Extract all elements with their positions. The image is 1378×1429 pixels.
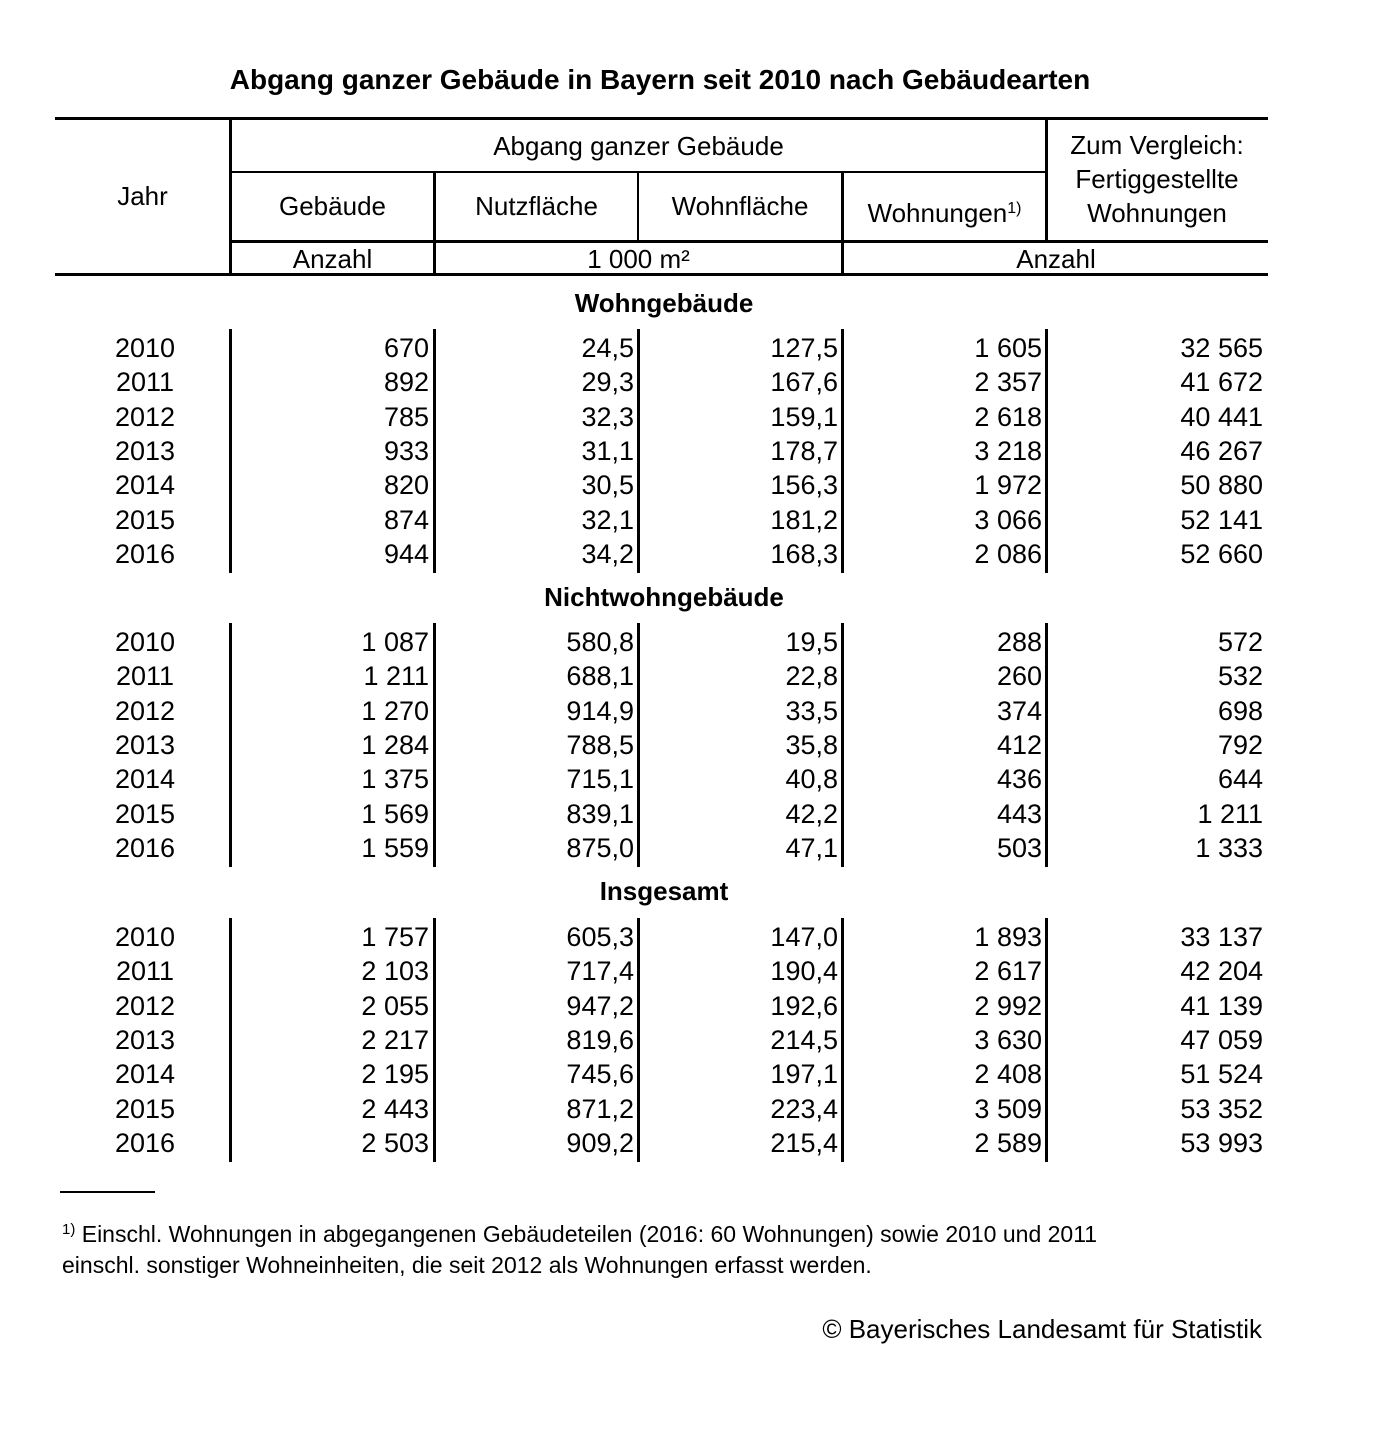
cell-wohnungen: 3 630: [974, 1025, 1042, 1055]
cell-wohnflaeche: 147,0: [770, 922, 838, 952]
cell-gebaeude: 2 503: [361, 1128, 429, 1158]
cell-wohnflaeche: 33,5: [785, 696, 838, 726]
cell-fertiggestellte-wohnungen: 32 565: [1180, 333, 1263, 363]
table-row: [0, 400, 1378, 434]
cell-wohnflaeche: 19,5: [785, 627, 838, 657]
cell-fertiggestellte-wohnungen: 572: [1217, 627, 1263, 657]
cell-nutzflaeche: 31,1: [581, 436, 634, 466]
cell-fertiggestellte-wohnungen: 792: [1217, 730, 1263, 760]
cell-fertiggestellte-wohnungen: 41 672: [1180, 367, 1263, 397]
cell-wohnungen: 443: [996, 799, 1042, 829]
cell-wohnflaeche: 214,5: [770, 1025, 838, 1055]
cell-gebaeude: 892: [383, 367, 429, 397]
header-vergleich-line2: Fertiggestellte: [1075, 164, 1239, 194]
cell-wohnflaeche: 127,5: [770, 333, 838, 363]
table-row: [0, 537, 1378, 571]
cell-gebaeude: 874: [383, 505, 429, 535]
cell-fertiggestellte-wohnungen: 51 524: [1180, 1059, 1263, 1089]
cell-wohnungen: 2 618: [974, 402, 1042, 432]
table-row: [0, 1126, 1378, 1160]
cell-nutzflaeche: 29,3: [581, 367, 634, 397]
cell-nutzflaeche: 580,8: [566, 627, 634, 657]
cell-gebaeude: 2 055: [361, 991, 429, 1021]
cell-nutzflaeche: 32,1: [581, 505, 634, 535]
table-row: [0, 728, 1378, 762]
cell-fertiggestellte-wohnungen: 53 352: [1180, 1094, 1263, 1124]
cell-nutzflaeche: 32,3: [581, 402, 634, 432]
table-row: [0, 468, 1378, 502]
header-wohnungen: [844, 192, 1045, 230]
cell-wohnungen: 2 086: [974, 539, 1042, 569]
cell-nutzflaeche: 715,1: [566, 764, 634, 794]
cell-fertiggestellte-wohnungen: 52 141: [1180, 505, 1263, 535]
cell-gebaeude: 933: [383, 436, 429, 466]
footnote-line2: einschl. sonstiger Wohneinheiten, die seit 2012 als Wohnungen erfasst werden.: [62, 1252, 872, 1278]
cell-nutzflaeche: 914,9: [566, 696, 634, 726]
header-jahr: Jahr: [117, 181, 168, 211]
cell-fertiggestellte-wohnungen: 532: [1217, 661, 1263, 691]
cell-fertiggestellte-wohnungen: 33 137: [1180, 922, 1263, 952]
cell-fertiggestellte-wohnungen: 1 333: [1195, 833, 1263, 863]
table-row: [0, 1092, 1378, 1126]
cell-wohnungen: 412: [996, 730, 1042, 760]
cell-wohnungen: 3 509: [974, 1094, 1042, 1124]
footnote-line1: Einschl. Wohnungen in abgegangenen Gebäudeteilen (2016: 60 Wohnungen) sowie 2010 und 2011: [81, 1221, 1098, 1247]
cell-gebaeude: 820: [383, 470, 429, 500]
cell-wohnungen: 260: [996, 661, 1042, 691]
cell-year: 2012: [114, 402, 176, 432]
cell-nutzflaeche: 30,5: [581, 470, 634, 500]
cell-gebaeude: 785: [383, 402, 429, 432]
cell-gebaeude: 1 284: [361, 730, 429, 760]
cell-gebaeude: 2 443: [361, 1094, 429, 1124]
cell-gebaeude: 1 559: [361, 833, 429, 863]
cell-wohnungen: 2 992: [974, 991, 1042, 1021]
footnote: [62, 1214, 1282, 1281]
header-wohnflaeche: Wohnfläche: [671, 191, 809, 221]
cell-nutzflaeche: 24,5: [581, 333, 634, 363]
table-row: [0, 831, 1378, 865]
footnote-rule: [60, 1191, 155, 1193]
table-row: [0, 1023, 1378, 1057]
cell-gebaeude: 1 375: [361, 764, 429, 794]
cell-gebaeude: 1 569: [361, 799, 429, 829]
cell-wohnflaeche: 168,3: [770, 539, 838, 569]
cell-gebaeude: 2 217: [361, 1025, 429, 1055]
cell-gebaeude: 670: [383, 333, 429, 363]
cell-year: 2013: [114, 1025, 176, 1055]
cell-wohnungen: 2 617: [974, 956, 1042, 986]
table-row: [0, 989, 1378, 1023]
table-row: [0, 797, 1378, 831]
table-row: [0, 503, 1378, 537]
table-row: [0, 659, 1378, 693]
cell-gebaeude: 1 211: [363, 661, 429, 691]
cell-wohnungen: 288: [996, 627, 1042, 657]
header-wohnungen-label: Wohnungen: [867, 198, 1008, 228]
section-title: Insgesamt: [599, 876, 729, 906]
cell-wohnungen: 2 408: [974, 1059, 1042, 1089]
cell-gebaeude: 1 087: [361, 627, 429, 657]
table-row: [0, 694, 1378, 728]
cell-year: 2015: [114, 505, 176, 535]
table-row: [0, 365, 1378, 399]
cell-wohnflaeche: 223,4: [770, 1094, 838, 1124]
cell-gebaeude: 1 757: [361, 922, 429, 952]
cell-wohnflaeche: 167,6: [770, 367, 838, 397]
cell-wohnungen: 1 893: [974, 922, 1042, 952]
cell-wohnungen: 1 972: [974, 470, 1042, 500]
cell-wohnflaeche: 215,4: [770, 1128, 838, 1158]
cell-year: 2011: [115, 367, 175, 397]
cell-wohnflaeche: 181,2: [770, 505, 838, 535]
cell-year: 2011: [115, 956, 175, 986]
cell-nutzflaeche: 688,1: [566, 661, 634, 691]
table-row: [0, 954, 1378, 988]
cell-gebaeude: 1 270: [361, 696, 429, 726]
cell-year: 2016: [114, 539, 176, 569]
cell-wohnflaeche: 42,2: [785, 799, 838, 829]
table-top-rule: [55, 117, 1268, 120]
table-row: [0, 920, 1378, 954]
cell-wohnflaeche: 156,3: [770, 470, 838, 500]
copyright: © Bayerisches Landesamt für Statistik: [822, 1314, 1262, 1344]
cell-fertiggestellte-wohnungen: 50 880: [1180, 470, 1263, 500]
cell-wohnflaeche: 47,1: [785, 833, 838, 863]
header-unit-anzahl-2: Anzahl: [1016, 244, 1096, 274]
cell-nutzflaeche: 947,2: [566, 991, 634, 1021]
cell-fertiggestellte-wohnungen: 53 993: [1180, 1128, 1263, 1158]
cell-fertiggestellte-wohnungen: 47 059: [1180, 1025, 1263, 1055]
cell-fertiggestellte-wohnungen: 644: [1217, 764, 1263, 794]
cell-fertiggestellte-wohnungen: 52 660: [1180, 539, 1263, 569]
table-row: [0, 434, 1378, 468]
header-gebaeude: Gebäude: [279, 191, 386, 221]
header-vergleich-line3: Wohnungen: [1087, 198, 1227, 228]
table-row: [0, 625, 1378, 659]
table-row: [0, 1057, 1378, 1091]
cell-fertiggestellte-wohnungen: 698: [1217, 696, 1263, 726]
footnote-marker: 1): [62, 1221, 76, 1238]
table-row: [0, 331, 1378, 365]
cell-gebaeude: 2 195: [361, 1059, 429, 1089]
cell-fertiggestellte-wohnungen: 41 139: [1180, 991, 1263, 1021]
cell-year: 2016: [114, 1128, 176, 1158]
cell-wohnflaeche: 35,8: [785, 730, 838, 760]
cell-nutzflaeche: 788,5: [566, 730, 634, 760]
cell-nutzflaeche: 819,6: [566, 1025, 634, 1055]
cell-wohnungen: 374: [996, 696, 1042, 726]
cell-year: 2012: [114, 696, 176, 726]
cell-year: 2011: [115, 661, 175, 691]
cell-wohnflaeche: 159,1: [770, 402, 838, 432]
header-wohnungen-footnote-marker: 1): [1007, 200, 1022, 217]
cell-wohnflaeche: 190,4: [770, 956, 838, 986]
cell-year: 2014: [114, 764, 176, 794]
cell-year: 2016: [114, 833, 176, 863]
page-title: Abgang ganzer Gebäude in Bayern seit 2010 nach Gebäudearten: [229, 64, 1091, 95]
cell-wohnungen: 503: [996, 833, 1042, 863]
section-title: Nichtwohngebäude: [544, 582, 784, 612]
cell-wohnflaeche: 22,8: [785, 661, 838, 691]
cell-wohnflaeche: 192,6: [770, 991, 838, 1021]
cell-wohnflaeche: 40,8: [785, 764, 838, 794]
cell-nutzflaeche: 34,2: [581, 539, 634, 569]
header-unit-anzahl-1: Anzahl: [292, 244, 373, 274]
cell-fertiggestellte-wohnungen: 40 441: [1180, 402, 1263, 432]
cell-year: 2014: [114, 1059, 176, 1089]
header-nutzflaeche: Nutzfläche: [475, 191, 598, 221]
table-row: [0, 762, 1378, 796]
cell-year: 2010: [114, 333, 176, 363]
cell-fertiggestellte-wohnungen: 42 204: [1180, 956, 1263, 986]
cell-wohnungen: 2 589: [974, 1128, 1042, 1158]
cell-wohnungen: 3 218: [974, 436, 1042, 466]
cell-nutzflaeche: 605,3: [566, 922, 634, 952]
cell-nutzflaeche: 717,4: [566, 956, 634, 986]
cell-nutzflaeche: 745,6: [566, 1059, 634, 1089]
cell-year: 2010: [114, 922, 176, 952]
cell-wohnungen: 1 605: [974, 333, 1042, 363]
cell-wohnflaeche: 178,7: [770, 436, 838, 466]
cell-wohnungen: 2 357: [974, 367, 1042, 397]
cell-nutzflaeche: 839,1: [566, 799, 634, 829]
cell-fertiggestellte-wohnungen: 1 211: [1197, 799, 1263, 829]
cell-year: 2012: [114, 991, 176, 1021]
cell-nutzflaeche: 875,0: [566, 833, 634, 863]
cell-wohnungen: 436: [996, 764, 1042, 794]
cell-gebaeude: 944: [383, 539, 429, 569]
section-title: Wohngebäude: [574, 288, 754, 318]
cell-year: 2014: [114, 470, 176, 500]
cell-year: 2013: [114, 730, 176, 760]
header-unit-m2: 1 000 m²: [587, 244, 690, 274]
cell-year: 2015: [114, 1094, 176, 1124]
header-vergleich: [1048, 128, 1266, 230]
cell-wohnungen: 3 066: [974, 505, 1042, 535]
cell-wohnflaeche: 197,1: [770, 1059, 838, 1089]
header-vergleich-line1: Zum Vergleich:: [1070, 130, 1244, 160]
cell-fertiggestellte-wohnungen: 46 267: [1180, 436, 1263, 466]
header-group: Abgang ganzer Gebäude: [493, 131, 784, 161]
cell-nutzflaeche: 871,2: [566, 1094, 634, 1124]
cell-year: 2013: [114, 436, 176, 466]
cell-gebaeude: 2 103: [361, 956, 429, 986]
cell-nutzflaeche: 909,2: [566, 1128, 634, 1158]
cell-year: 2010: [114, 627, 176, 657]
cell-year: 2015: [114, 799, 176, 829]
